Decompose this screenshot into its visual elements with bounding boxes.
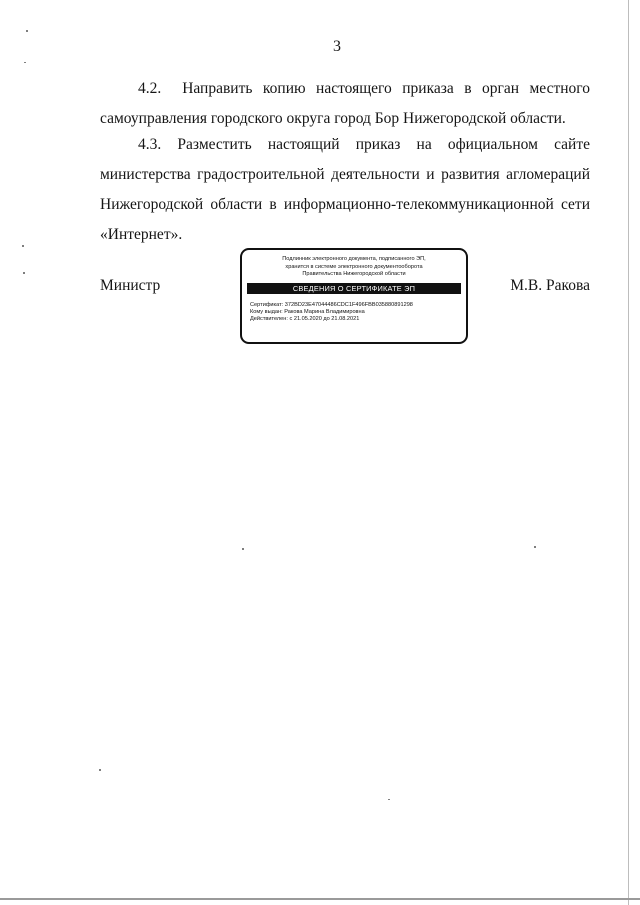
stamp-validity: Действителен: с 21.05.2020 до 21.08.2021 [250, 316, 360, 323]
scan-speck [26, 30, 28, 32]
stamp-notice-line: хранится в системе электронного документооборота [285, 263, 423, 270]
electronic-signature-stamp [240, 248, 468, 344]
paragraph-4-3 [100, 130, 590, 250]
stamp-certificate: Сертификат: 372BD23E47044486CDC1F496FBB035880891298 [250, 301, 413, 308]
paragraph-number: 4.2. [138, 80, 162, 97]
paragraph-number: 4.3. [138, 136, 162, 153]
stamp-notice [242, 250, 466, 279]
stamp-notice-line: Подлинник электронного документа, подписанного ЭП, [282, 256, 426, 262]
stamp-header: СВЕДЕНИЯ О СЕРТИФИКАТЕ ЭП [247, 283, 461, 294]
paragraph-text: Направить копию настоящего приказа в орган местного самоуправления городского округа город Бор Нижегородской области. [100, 80, 590, 127]
signatory-position: Министр [100, 277, 161, 294]
page-number: 3 [333, 38, 341, 55]
stamp-details [250, 302, 466, 324]
paragraph-4-2 [100, 74, 590, 134]
signatory-name: М.В. Ракова [510, 277, 590, 294]
scan-speck [534, 546, 536, 548]
scan-speck [22, 245, 24, 247]
scan-speck [388, 799, 390, 800]
scan-speck [242, 548, 244, 550]
scan-speck [24, 62, 26, 63]
scan-speck [23, 272, 25, 274]
scan-bottom-edge [0, 898, 640, 900]
scan-speck [99, 769, 101, 771]
stamp-issued-to: Кому выдан: Ракова Марина Владимировна [250, 308, 365, 315]
scan-edge-line [628, 0, 629, 905]
paragraph-text: Разместить настоящий приказ на официальном сайте министерства градостроительной деятельности и развития агломераций Нижегородской области в информационно-телекоммуникационной сети «Интернет». [100, 136, 590, 243]
stamp-notice-line: Правительства Нижегородской области [302, 271, 406, 278]
